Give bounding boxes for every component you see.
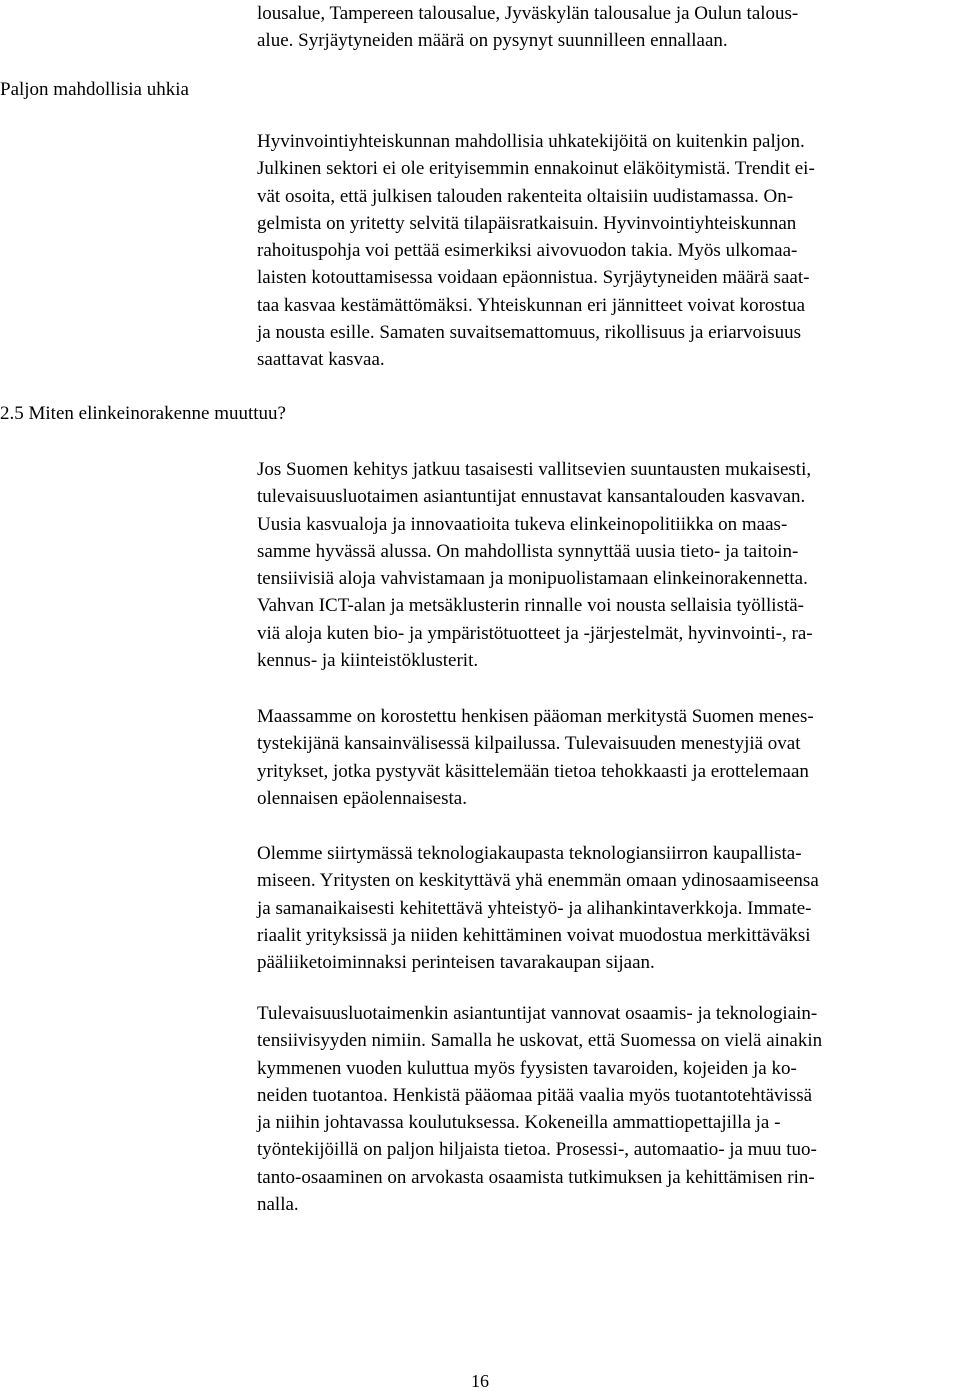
text-line: tulevaisuusluotaimen asiantuntijat ennustavat kansantalouden kasvavan.	[257, 486, 806, 508]
text-line: yritykset, jotka pystyvät käsittelemään tietoa tehokkaasti ja erottelemaan	[257, 760, 809, 782]
text-line: ja samanaikaisesti kehitettävä yhteistyö- ja alihankintaverkkoja. Immate-	[257, 897, 812, 919]
text-line: laisten kotouttamisessa voidaan epäonnistua. Syrjäytyneiden määrä saat-	[257, 267, 810, 289]
text-line: tystekijänä kansainvälisessä kilpailussa. Tulevaisuuden menestyjiä ovat	[257, 733, 801, 755]
page-number: 16	[471, 1371, 489, 1391]
text-line: Julkinen sektori ei ole erityisemmin ennakoinut eläköitymistä. Trendit ei-	[257, 158, 815, 180]
paragraph-continuation	[257, 0, 957, 55]
text-line: kymmenen vuoden kuluttua myös fyysisten tavaroiden, kojeiden ja ko-	[257, 1057, 797, 1079]
paragraph-teknologiakauppa	[257, 840, 957, 976]
paragraph-kehitys	[257, 456, 957, 674]
text-line: viä aloja kuten bio- ja ympäristötuotteet ja -järjestelmät, hyvinvointi-, ra-	[257, 622, 813, 644]
text-line: ja nousta esille. Samaten suvaitsemattomuus, rikollisuus ja eriarvoisuus	[257, 322, 802, 344]
text-line: rahoituspohja voi pettää esimerkiksi aivovuodon takia. Myös ulkomaa-	[257, 240, 798, 262]
text-line: ja niihin johtavassa koulutuksessa. Kokeneilla ammattiopettajilla ja -	[257, 1112, 781, 1134]
text-line: taa kasvaa kestämättömäksi. Yhteiskunnan eri jännitteet voivat korostua	[257, 294, 806, 316]
text-line: Jos Suomen kehitys jatkuu tasaisesti vallitsevien suuntausten mukaisesti,	[257, 459, 812, 480]
text-line: tensiivisyyden nimiin. Samalla he uskovat, että Suomessa on vielä ainakin	[257, 1030, 823, 1052]
text-line: Uusia kasvualoja ja innovaatioita tukeva elinkeinopolitiikka on maas-	[257, 513, 788, 535]
section-heading-2-5: 2.5 Miten elinkeinorakenne muuttuu?	[0, 403, 286, 424]
text-line: Vahvan ICT-alan ja metsäklusterin rinnalle voi nousta sellaisia työllistä-	[257, 595, 805, 617]
paragraph-henkinen-paaoma	[257, 703, 957, 812]
text-line: riaalit yrityksissä ja niiden kehittäminen voivat muodostua merkittäväksi	[257, 924, 811, 946]
text-line: samme hyvässä alussa. On mahdollista synnyttää uusia tieto- ja taitoin-	[257, 540, 799, 562]
text-line: työntekijöillä on paljon hiljaista tietoa. Prosessi-, automaatio- ja muu tuo-	[257, 1139, 817, 1161]
text-line: pääliiketoiminnaksi perinteisen tavarakaupan sijaan.	[257, 952, 655, 974]
text-line: kennus- ja kiinteistöklusterit.	[257, 650, 479, 672]
paragraph-uhkatekijat	[257, 128, 957, 374]
text-line: olennaisen epäolennaisesta.	[257, 787, 467, 809]
text-line: gelmista on yritetty selvitä tilapäisratkaisuin. Hyvinvointiyhteiskunnan	[257, 212, 797, 234]
text-line: Tulevaisuusluotaimenkin asiantuntijat vannovat osaamis- ja teknologiain-	[257, 1003, 818, 1024]
text-line: vät osoita, että julkisen talouden rakenteita oltaisiin uudistamassa. On-	[257, 185, 794, 207]
text-line: lousalue, Tampereen talousalue, Jyväskylän talousalue ja Oulun talous-	[257, 3, 799, 24]
text-line: nalla.	[257, 1194, 299, 1216]
text-line: tanto-osaaminen on arvokasta osaamista tutkimuksen ja kehittämisen rin-	[257, 1166, 815, 1188]
text-line: Hyvinvointiyhteiskunnan mahdollisia uhkatekijöitä on kuitenkin paljon.	[257, 131, 805, 152]
text-line: tensiivisiä aloja vahvistamaan ja monipuolistamaan elinkeinorakennetta.	[257, 568, 808, 590]
text-line: Maassamme on korostettu henkisen pääoman merkitystä Suomen menes-	[257, 706, 814, 727]
paragraph-osaaminen	[257, 1000, 957, 1218]
text-line: neiden tuotantoa. Henkistä pääomaa pitää vaalia myös tuotantotehtävissä	[257, 1084, 813, 1106]
text-line: Olemme siirtymässä teknologiakaupasta teknologiansiirron kaupallista-	[257, 843, 802, 864]
side-heading-uhkia: Paljon mahdollisia uhkia	[0, 79, 189, 100]
text-line: alue. Syrjäytyneiden määrä on pysynyt suunnilleen ennallaan.	[257, 30, 728, 52]
text-line: saattavat kasvaa.	[257, 349, 385, 371]
text-line: miseen. Yritysten on keskityttävä yhä enemmän omaan ydinosaamiseensa	[257, 870, 819, 892]
